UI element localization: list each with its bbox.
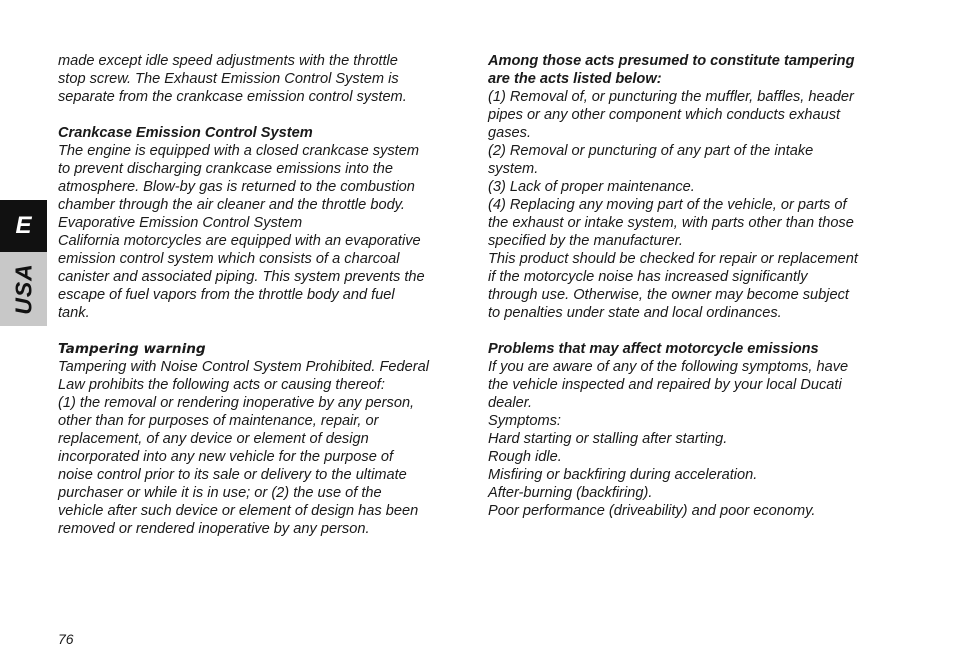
acts-line: (3) Lack of proper maintenance. [488,179,695,195]
acts-line: to penalties under state and local ordinances. [488,305,782,321]
region-tab-usa [0,252,47,326]
crankcase-line: chamber through the air cleaner and the throttle body. [58,197,405,213]
crankcase-line: emission control system which consists of a charcoal [58,251,400,267]
tampering-line: incorporated into any new vehicle for the purpose of [58,449,394,465]
tampering-line: purchaser or while it is in use; or (2) the use of the [58,485,382,501]
section-tab-label: E [15,212,32,239]
problems-line: the vehicle inspected and repaired by your local Ducati [488,377,842,393]
problems-line: Misfiring or backfiring during acceleration. [488,467,758,483]
section-tab-e [0,200,47,252]
problems-line: If you are aware of any of the following symptoms, have [488,359,849,375]
crankcase-line: California motorcycles are equipped with an evaporative [58,233,421,249]
tampering-line: Law prohibits the following acts or causing thereof: [58,377,385,393]
page-number: 76 [58,631,74,647]
tampering-line: other than for purposes of maintenance, repair, or [58,413,379,429]
acts-line: the exhaust or intake system, with parts other than those [488,215,854,231]
acts-line: gases. [488,125,531,141]
tampering-line: vehicle after such device or element of design has been [58,503,419,519]
acts-line: system. [488,161,539,177]
acts-line: through use. Otherwise, the owner may become subject [488,287,849,303]
tampering-line: replacement, of any device or element of design [58,431,369,447]
acts-heading-line: are the acts listed below: [488,71,662,87]
problems-line: dealer. [488,395,533,411]
crankcase-line: tank. [58,305,90,321]
intro-line: separate from the crankcase emission control system. [58,89,407,105]
left-column [58,52,470,538]
acts-line: (1) Removal of, or puncturing the muffler, baffles, header [488,89,854,105]
crankcase-line: to prevent discharging crankcase emissions into the [58,161,394,177]
acts-heading-line: Among those acts presumed to constitute tampering [488,53,855,69]
problems-line: Hard starting or stalling after starting. [488,431,728,447]
acts-line: (4) Replacing any moving part of the vehicle, or parts of [488,197,847,213]
crankcase-line: canister and associated piping. This system prevents the [58,269,425,285]
intro-line: stop screw. The Exhaust Emission Control System is [58,71,399,87]
region-tab-label: USA [10,263,36,315]
acts-line: pipes or any other component which conducts exhaust [488,107,841,123]
problems-line: Rough idle. [488,449,562,465]
crankcase-heading: Crankcase Emission Control System [58,125,313,141]
crankcase-line: Evaporative Emission Control System [58,215,303,231]
problems-line: After-burning (backfiring). [488,485,653,501]
tampering-line: removed or rendered inoperative by any person. [58,521,370,537]
problems-line: Symptoms: [488,413,561,429]
crankcase-line: atmosphere. Blow-by gas is returned to the combustion [58,179,415,195]
tampering-line: (1) the removal or rendering inoperative by any person, [58,395,415,411]
problems-heading: Problems that may affect motorcycle emissions [488,341,819,357]
crankcase-line: The engine is equipped with a closed crankcase system [58,143,419,159]
crankcase-line: escape of fuel vapors from the throttle body and fuel [58,287,395,303]
tampering-line: Tampering with Noise Control System Prohibited. Federal [58,359,429,375]
acts-line: specified by the manufacturer. [488,233,683,249]
acts-line: (2) Removal or puncturing of any part of the intake [488,143,814,159]
acts-line: This product should be checked for repair or replacement [488,251,858,267]
problems-line: Poor performance (driveability) and poor economy. [488,503,816,519]
acts-line: if the motorcycle noise has increased significantly [488,269,808,285]
tampering-heading: Tampering warning [58,341,206,357]
intro-line: made except idle speed adjustments with the throttle [58,53,398,69]
right-column [488,52,900,520]
tampering-line: noise control prior to its sale or delivery to the ultimate [58,467,407,483]
